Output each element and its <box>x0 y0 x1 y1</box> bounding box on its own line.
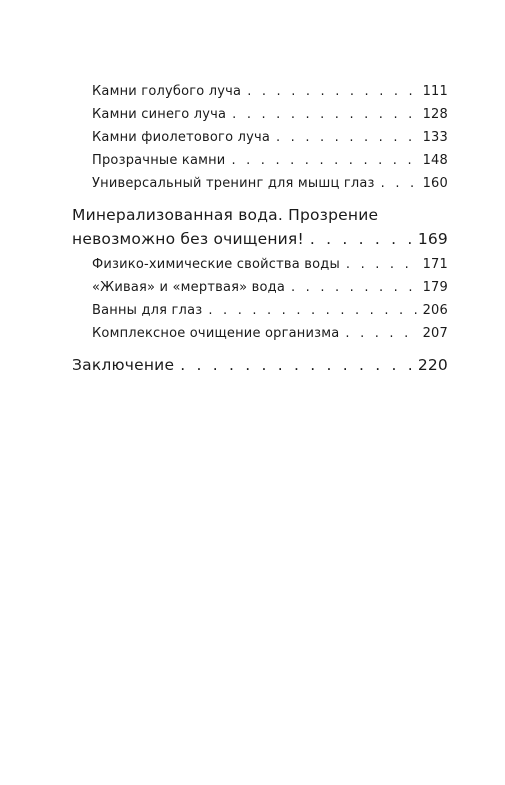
toc-entry-page: 171 <box>422 257 448 272</box>
chapter-title-line2: невозможно без очищения! <box>72 230 304 248</box>
dot-leader <box>208 303 416 318</box>
chapter-entry[interactable] <box>72 356 448 374</box>
toc-entry-title: Универсальный тренинг для мышц глаз <box>92 176 375 191</box>
toc-entry-page: 128 <box>422 107 448 122</box>
toc-entry[interactable] <box>92 153 448 168</box>
dot-leader <box>381 176 417 191</box>
toc-entry-page: 111 <box>422 84 448 99</box>
toc-entry-page: 133 <box>422 130 448 145</box>
toc-entry-title: Прозрачные камни <box>92 153 226 168</box>
toc-entry[interactable] <box>92 257 448 272</box>
toc-entry-page: 207 <box>422 326 448 341</box>
toc-entry[interactable] <box>92 176 448 191</box>
toc-entry-title: Камни фиолетового луча <box>92 130 271 145</box>
toc-entry-page: 160 <box>422 176 448 191</box>
toc-entry-page: 148 <box>422 153 448 168</box>
dot-leader <box>345 326 416 341</box>
dot-leader <box>346 257 417 272</box>
chapter-page: 220 <box>417 356 448 374</box>
dot-leader <box>247 84 416 99</box>
dot-leader <box>180 356 412 374</box>
chapter-title-line1[interactable]: Минерализованная вода. Прозрение <box>72 206 379 224</box>
toc-entry[interactable] <box>92 130 448 145</box>
chapter-entry[interactable] <box>72 230 448 248</box>
chapter-page: 169 <box>417 230 448 248</box>
toc-entry[interactable] <box>92 107 448 122</box>
dot-leader <box>310 230 412 248</box>
toc-entry-title: Комплексное очищение организма <box>92 326 340 341</box>
toc-entry-page: 179 <box>422 280 448 295</box>
toc-entry[interactable] <box>92 280 448 295</box>
toc-entry-title: Камни голубого луча <box>92 84 242 99</box>
toc-entry-title: Физико-химические свойства воды <box>92 257 340 272</box>
dot-leader <box>231 153 416 168</box>
dot-leader <box>291 280 417 295</box>
toc-entry-title: Ванны для глаз <box>92 303 203 318</box>
toc-entry[interactable] <box>92 326 448 341</box>
toc-entry-title: Камни синего луча <box>92 107 227 122</box>
toc-entry[interactable] <box>92 303 448 318</box>
dot-leader <box>276 130 417 145</box>
dot-leader <box>232 107 416 122</box>
toc-entry[interactable] <box>92 84 448 99</box>
toc-entry-page: 206 <box>422 303 448 318</box>
chapter-title: Заключение <box>72 356 175 374</box>
toc-entry-title: «Живая» и «мертвая» вода <box>92 280 286 295</box>
